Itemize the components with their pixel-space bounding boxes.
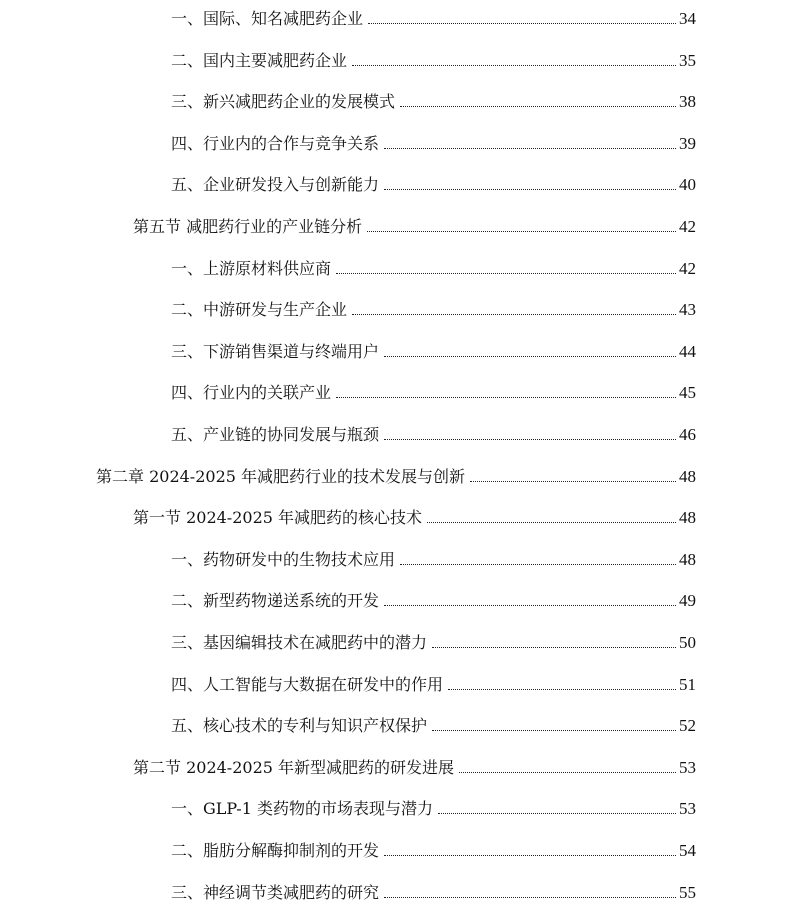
toc-dot-leader xyxy=(368,23,676,24)
toc-entry-item[interactable] xyxy=(171,87,696,111)
toc-entry-page-number: 43 xyxy=(679,300,696,320)
toc-entry-page-number: 42 xyxy=(679,217,696,236)
toc-entry-section[interactable] xyxy=(133,503,696,527)
toc-entry-page-number: 48 xyxy=(679,508,696,528)
toc-entry-title: 第二章 2024-2025 年减肥药行业的技术发展与创新 xyxy=(96,466,466,486)
toc-entry-title: 二、脂肪分解酶抑制剂的开发 xyxy=(171,841,380,860)
toc-entry-title: 一、药物研发中的生物技术应用 xyxy=(171,549,396,569)
toc-dot-leader xyxy=(427,522,676,523)
toc-entry-item[interactable] xyxy=(171,295,696,319)
toc-entry-item[interactable] xyxy=(171,4,696,28)
toc-entry-page-number: 34 xyxy=(679,9,696,28)
toc-entry-title: 一、GLP-1 类药物的市场表现与潜力 xyxy=(171,799,433,819)
toc-entry-page-number: 48 xyxy=(679,549,696,569)
toc-entry-page-number: 45 xyxy=(679,383,696,403)
toc-dot-leader xyxy=(384,855,676,856)
toc-dot-leader xyxy=(384,356,676,357)
toc-dot-leader xyxy=(352,65,676,66)
toc-entry-title: 第二节 2024-2025 年新型减肥药的研发进展 xyxy=(133,757,455,777)
toc-dot-leader xyxy=(438,813,676,814)
toc-entry-title: 三、新兴减肥药企业的发展模式 xyxy=(171,92,396,112)
toc-entry-title: 一、国际、知名减肥药企业 xyxy=(171,9,364,28)
toc-entry-title: 五、企业研发投入与创新能力 xyxy=(171,175,380,195)
toc-entry-item[interactable] xyxy=(171,711,696,735)
toc-entry-page-number: 49 xyxy=(679,591,696,611)
toc-dot-leader xyxy=(400,106,676,107)
toc-entry-item[interactable] xyxy=(171,545,696,569)
toc-dot-leader xyxy=(367,231,676,232)
toc-entry-item[interactable] xyxy=(171,337,696,361)
toc-dot-leader xyxy=(384,439,676,440)
toc-dot-leader xyxy=(336,397,676,398)
toc-entry-page-number: 53 xyxy=(679,757,696,777)
toc-entry-title: 第一节 2024-2025 年减肥药的核心技术 xyxy=(133,508,423,528)
toc-entry-item[interactable] xyxy=(171,794,696,818)
toc-dot-leader xyxy=(448,689,676,690)
toc-dot-leader xyxy=(384,605,676,606)
toc-entry-title: 二、新型药物递送系统的开发 xyxy=(171,591,380,611)
toc-entry-title: 三、神经调节类减肥药的研究 xyxy=(171,882,380,902)
toc-entry-chapter[interactable] xyxy=(96,462,696,486)
toc-entry-title: 三、下游销售渠道与终端用户 xyxy=(171,341,380,361)
toc-entry-item[interactable] xyxy=(171,170,696,194)
toc-entry-title: 一、上游原材料供应商 xyxy=(171,258,332,278)
toc-entry-item[interactable] xyxy=(171,46,696,70)
toc-entry-item[interactable] xyxy=(171,628,696,652)
toc-entry-title: 三、基因编辑技术在减肥药中的潜力 xyxy=(171,633,428,652)
toc-entry-item[interactable] xyxy=(171,878,696,902)
toc-entry-page-number: 44 xyxy=(679,341,696,361)
toc-entry-page-number: 39 xyxy=(679,133,696,153)
toc-entry-title: 五、产业链的协同发展与瓶颈 xyxy=(171,425,380,444)
toc-entry-item[interactable] xyxy=(171,586,696,610)
toc-dot-leader xyxy=(384,189,676,190)
toc-entry-title: 四、行业内的合作与竞争关系 xyxy=(171,133,380,153)
toc-entry-item[interactable] xyxy=(171,836,696,860)
toc-dot-leader xyxy=(336,273,676,274)
toc-entry-page-number: 51 xyxy=(679,674,696,694)
toc-entry-page-number: 55 xyxy=(679,882,696,902)
toc-entry-title: 五、核心技术的专利与知识产权保护 xyxy=(171,716,428,736)
toc-entry-item[interactable] xyxy=(171,420,696,444)
toc-entry-page-number: 46 xyxy=(679,425,696,444)
toc-entry-page-number: 54 xyxy=(679,841,696,860)
toc-entry-page-number: 52 xyxy=(679,716,696,736)
toc-entry-item[interactable] xyxy=(171,254,696,278)
toc-dot-leader xyxy=(384,897,676,898)
toc-entry-page-number: 50 xyxy=(679,633,696,652)
toc-entry-section[interactable] xyxy=(133,212,696,236)
toc-dot-leader xyxy=(400,564,676,565)
toc-dot-leader xyxy=(432,730,676,731)
toc-entry-section[interactable] xyxy=(133,753,696,777)
toc-entry-item[interactable] xyxy=(171,378,696,402)
toc-entry-page-number: 42 xyxy=(679,258,696,278)
toc-entry-item[interactable] xyxy=(171,129,696,153)
toc-entry-title: 二、中游研发与生产企业 xyxy=(171,300,348,320)
toc-entry-page-number: 53 xyxy=(679,799,696,819)
toc-entry-title: 四、人工智能与大数据在研发中的作用 xyxy=(171,674,444,694)
toc-entry-page-number: 38 xyxy=(679,92,696,112)
toc-entry-page-number: 48 xyxy=(679,466,696,486)
toc-entry-page-number: 40 xyxy=(679,175,696,195)
toc-dot-leader xyxy=(459,772,676,773)
toc-entry-title: 二、国内主要减肥药企业 xyxy=(171,50,348,70)
toc-entry-page-number: 35 xyxy=(679,50,696,70)
toc-entry-title: 第五节 减肥药行业的产业链分析 xyxy=(133,217,363,236)
toc-entry-title: 四、行业内的关联产业 xyxy=(171,383,332,403)
toc-dot-leader xyxy=(384,148,676,149)
toc-entry-item[interactable] xyxy=(171,670,696,694)
toc-dot-leader xyxy=(352,314,676,315)
toc-dot-leader xyxy=(432,647,676,648)
toc-dot-leader xyxy=(470,481,676,482)
